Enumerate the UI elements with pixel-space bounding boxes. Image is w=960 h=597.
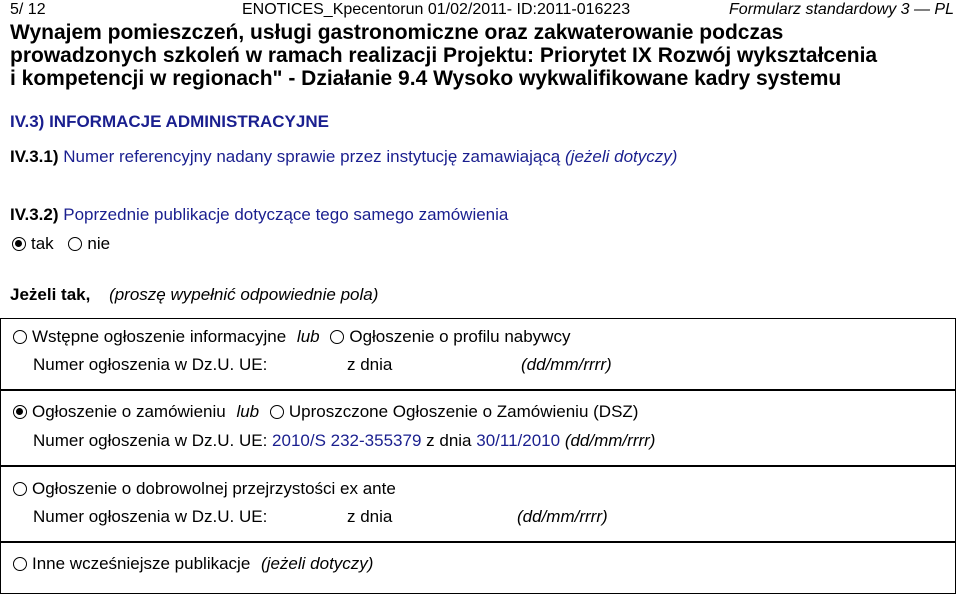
question-previous-publications: [10, 205, 508, 225]
option-label: Wstępne ogłoszenie informacyjne: [32, 327, 287, 346]
radio-unchecked-icon[interactable]: [13, 482, 27, 496]
pub-block-other: [0, 542, 956, 594]
date-label: z dnia: [347, 507, 393, 526]
if-yes-hint: (proszę wypełnić odpowiednie pola): [109, 285, 379, 304]
radio-unchecked-icon[interactable]: [68, 237, 82, 251]
or-label: lub: [236, 402, 260, 421]
option-label: Ogłoszenie o dobrowolnej przejrzystości ex ante: [32, 479, 396, 498]
date-format: (dd/mm/rrrr): [517, 507, 608, 526]
date-format: (dd/mm/rrrr): [521, 355, 612, 374]
question-code: IV.3.1): [10, 147, 59, 166]
option-label: Ogłoszenie o profilu nabywcy: [349, 327, 571, 346]
radio-unchecked-icon[interactable]: [330, 330, 344, 344]
radio-checked-icon[interactable]: [12, 237, 26, 251]
number-value: 2010/S 232-355379: [272, 431, 422, 450]
page-header: [10, 0, 954, 19]
radio-option-yes[interactable]: [12, 234, 58, 253]
option-label: Inne wcześniejsze publikacje: [32, 554, 251, 573]
optional-note: (jeżeli dotyczy): [261, 554, 374, 573]
number-label: Numer ogłoszenia w Dz.U. UE:: [33, 431, 268, 450]
optional-note: (jeżeli dotyczy): [565, 147, 678, 166]
date-label: z dnia: [426, 431, 472, 450]
option-label: Ogłoszenie o zamówieniu: [32, 402, 226, 421]
radio-label: nie: [87, 234, 111, 253]
number-label: Numer ogłoszenia w Dz.U. UE:: [33, 355, 268, 374]
question-text: Numer referencyjny nadany sprawie przez instytucję zamawiającą: [63, 147, 561, 166]
radio-unchecked-icon[interactable]: [13, 557, 27, 571]
document-title: [10, 21, 955, 94]
if-yes-label: Jeżeli tak,: [10, 285, 91, 304]
date-value: 30/11/2010: [476, 431, 561, 450]
if-yes-instruction: [10, 285, 378, 305]
page-number: 5/ 12: [10, 1, 46, 18]
number-label: Numer ogłoszenia w Dz.U. UE:: [33, 507, 268, 526]
question-ref-number: [10, 147, 677, 167]
option-label: Uproszczone Ogłoszenie o Zamówieniu (DSZ): [288, 402, 639, 421]
notice-id: ENOTICES_Kpecentorun 01/02/2011- ID:2011-016223: [242, 1, 631, 18]
section-title: IV.3) INFORMACJE ADMINISTRACYJNE: [10, 112, 329, 131]
title-line: prowadzonych szkoleń w ramach realizacji Projektu: Priorytet IX Rozwój wykształcenia: [10, 44, 878, 67]
pub-block-prior-info: [0, 318, 956, 390]
radio-option-no[interactable]: [68, 234, 110, 253]
pub-block-contract-notice: [0, 390, 956, 466]
or-label: lub: [296, 327, 320, 346]
question-text: Poprzednie publikacje dotyczące tego samego zamówienia: [63, 205, 509, 224]
form-name: Formularz standardowy 3 — PL: [729, 1, 954, 18]
title-line: i kompetencji w regionach" - Działanie 9.4 Wysoko wykwalifikowane kadry systemu: [10, 67, 842, 90]
pub-block-ex-ante: [0, 466, 956, 542]
date-format: (dd/mm/rrrr): [564, 431, 656, 450]
radio-checked-icon[interactable]: [13, 405, 27, 419]
radio-unchecked-icon[interactable]: [13, 330, 27, 344]
date-label: z dnia: [347, 355, 393, 374]
title-line: Wynajem pomieszczeń, usługi gastronomiczne oraz zakwaterowanie podczas: [10, 21, 784, 44]
radio-unchecked-icon[interactable]: [270, 405, 284, 419]
question-code: IV.3.2): [10, 205, 59, 224]
radio-label: tak: [31, 234, 54, 253]
yes-no-radio-group: [12, 234, 120, 254]
